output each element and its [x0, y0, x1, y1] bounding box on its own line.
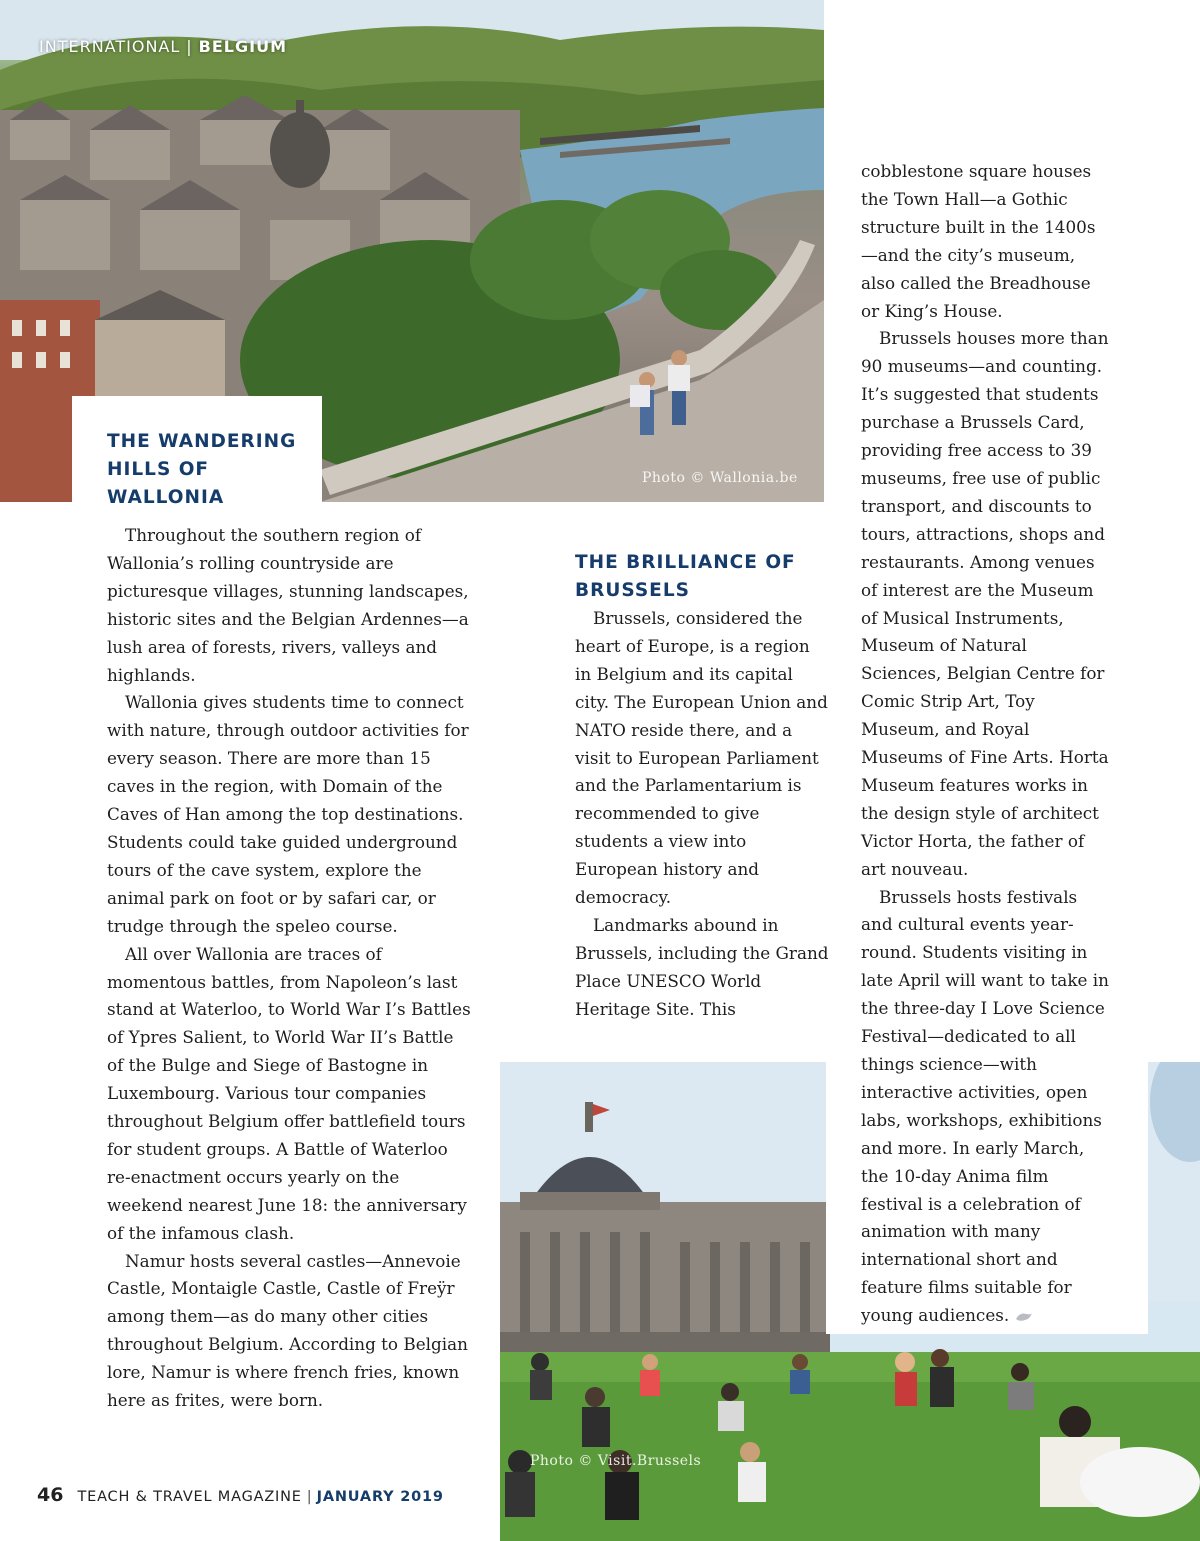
brussels-heading: THE BRILLIANCE OF BRUSSELS	[575, 552, 796, 601]
wallonia-heading: THE WANDERING HILLS OF WALLONIA	[107, 431, 297, 508]
magazine-issue: JANUARY 2019	[316, 1489, 444, 1505]
brussels-paragraph-1: Brussels, considered the heart of Europe, is a region in Belgium and its capital city. The European Union and NATO reside there, and a visit to European Parliament and the Parlamentarium is recommended to give students a view into European history and democracy.	[575, 608, 828, 908]
footer-separator: |	[306, 1489, 312, 1505]
brussels-column-continued	[861, 158, 1111, 1330]
wallonia-paragraph-3: All over Wallonia are traces of momentous battles, from Napoleon’s last stand at Waterloo, to World War I’s Battles of Ypres Salient, to World War II’s Battle of the Bulge and Siege of Bastogne in Luxembourg. Various tour companies throughout Belgium offer battlefield tours for student groups. A Battle of Waterloo re-enactment occurs yearly on the weekend nearest June 18: the anniversary of the infamous clash.	[107, 943, 471, 1243]
brussels-paragraph-4-wrapper	[861, 884, 1111, 1331]
end-of-article-icon	[1015, 1311, 1033, 1323]
page-number: 46	[37, 1484, 64, 1506]
wallonia-paragraph-1: Throughout the southern region of Wallonia’s rolling countryside are picturesque villages, stunning landscapes, historic sites and the Belgian Ardennes—a lush area of forests, rivers, valleys and highlands.	[107, 525, 469, 685]
section-separator: |	[186, 37, 193, 56]
wallonia-paragraph-4: Namur hosts several castles—Annevoie Castle, Montaigle Castle, Castle of Freÿr among them—as do many other cities throughout Belgium. According to Belgian lore, Namur is where french fries, known here as frites, were born.	[107, 1250, 468, 1411]
magazine-name: TEACH & TRAVEL MAGAZINE	[77, 1489, 302, 1505]
brussels-paragraph-4: Brussels hosts festivals and cultural events year-round. Students visiting in late April will want to take in the three-day I Love Science Festival—dedicated to all things science—with interactive activities, open labs, workshops, exhibitions and more. In early March, the 10-day Anima film festival is a celebration of animation with many international short and feature films suitable for young audiences.	[861, 886, 1109, 1326]
bottom-photo-credit: Photo © Visit.Brussels	[530, 1453, 702, 1469]
section-name: INTERNATIONAL	[39, 37, 181, 56]
page-footer	[37, 1484, 444, 1506]
brussels-paragraph-3: Brussels houses more than 90 museums—and counting. It’s suggested that students purchase a Brussels Card, providing free access to 39 museums, free use of public transport, and discounts to tours, attractions, shops and restaurants. Among venues of interest are the Museum of Musical Instruments, Museum of Natural Sciences, Belgian Centre for Comic Strip Art, Toy Museum, and Royal Museums of Fine Arts. Horta Museum features works in the design style of architect Victor Horta, the father of art nouveau.	[861, 328, 1109, 879]
wallonia-paragraph-2: Wallonia gives students time to connect with nature, through outdoor activities for every season. There are more than 15 caves in the region, with Domain of the Caves of Han among the top destinations. Students could take guided underground tours of the cave system, explore the animal park on foot or by safari car, or trudge through the speleo course.	[107, 692, 469, 936]
brussels-paragraph-2: Landmarks abound in Brussels, including the Grand Place UNESCO World Heritage Site. This	[575, 914, 829, 1019]
top-photo-credit: Photo © Wallonia.be	[642, 470, 798, 486]
brussels-continuation: cobblestone square houses the Town Hall—a Gothic structure built in the 1400s—and the city’s museum, also called the Breadhouse or King’s House.	[861, 161, 1096, 321]
section-tag	[39, 37, 287, 56]
wallonia-heading-box	[72, 396, 322, 506]
section-country: BELGIUM	[198, 37, 287, 56]
brussels-column	[575, 549, 830, 1024]
wallonia-column	[107, 522, 475, 1415]
